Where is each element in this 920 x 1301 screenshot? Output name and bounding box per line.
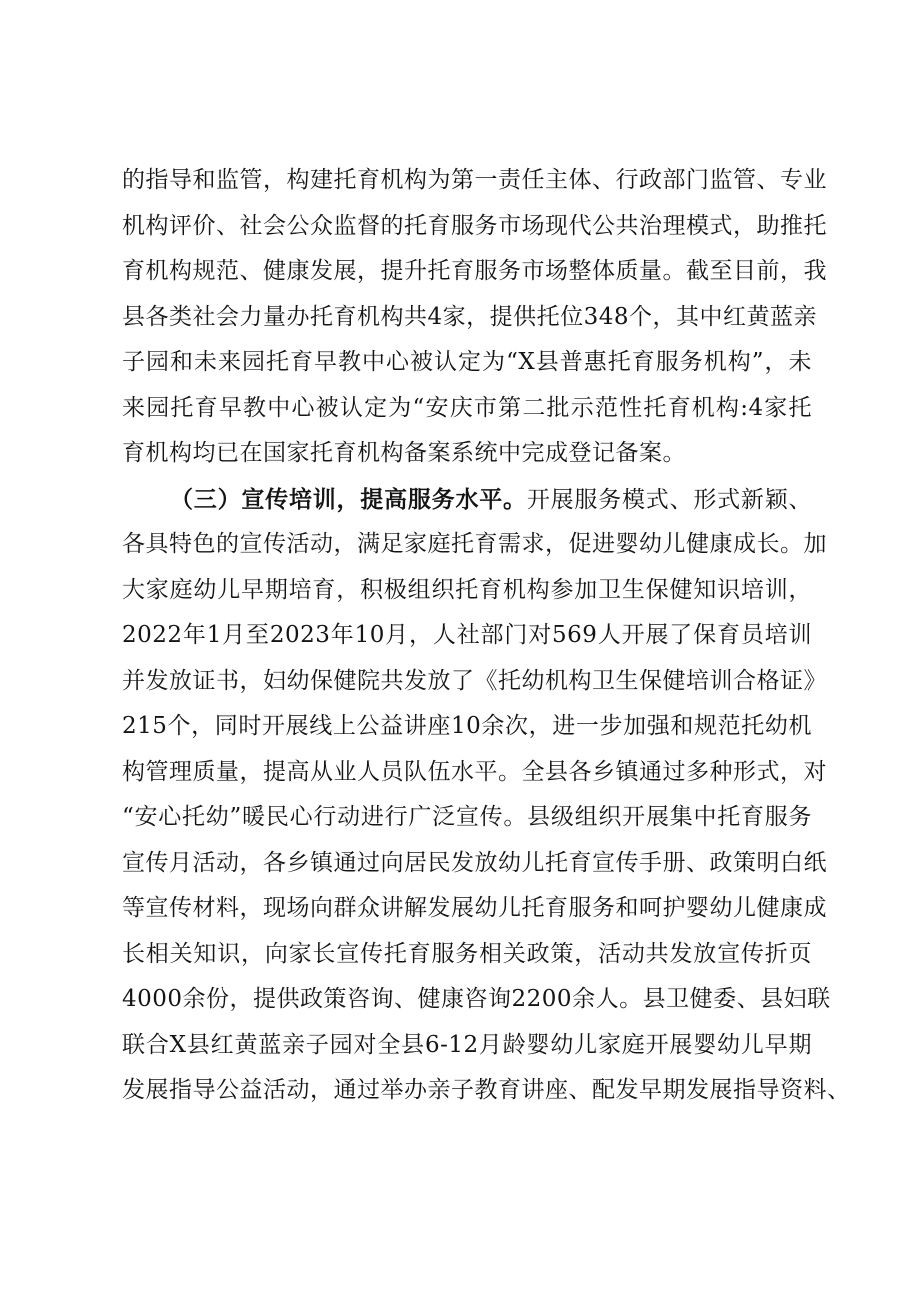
text-line: 各具特色的宣传活动，满足家庭托育需求，促进婴幼儿健康成长。加	[122, 531, 827, 557]
text-line: 县各类社会力量办托育机构共4家，提供托位348个，其中红黄蓝亲	[122, 303, 818, 330]
text-line: 机构评价、社会公众监督的托育服务市场现代公共治理模式，助推托	[122, 212, 827, 239]
body-text	[122, 158, 851, 1114]
text-line: 长相关知识，向家长宣传托育服务相关政策，活动共发放宣传折页	[122, 940, 812, 967]
section-heading: （三）宣传培训，提高服务水平。	[170, 485, 527, 513]
text-line: “安心托幼”暖民心行动进行广泛宣传。县级组织开展集中托育服务	[122, 804, 812, 830]
text-line: 等宣传材料，现场向群众讲解发展幼儿托育服务和呵护婴幼儿健康成	[122, 895, 827, 921]
text-line: 宣传月活动，各乡镇通过向居民发放幼儿托育宣传手册、政策明白纸	[122, 849, 827, 876]
paragraph-supervision	[122, 158, 827, 477]
text-line: 4000余份，提供政策咨询、健康咨询2200余人。县卫健委、县妇联	[122, 986, 831, 1012]
text-line: 并发放证书，妇幼保健院共发放了《托幼机构卫生保健培训合格证》	[122, 667, 827, 694]
text-line: 215个，同时开展线上公益讲座10余次，进一步加强和规范托幼机	[122, 713, 812, 739]
text-line: 大家庭幼儿早期培育，积极组织托育机构参加卫生保健知识培训，	[122, 576, 812, 603]
text-line: 构管理质量，提高从业人员队伍水平。全县各乡镇通过多种形式，对	[122, 758, 827, 785]
text-line: 联合X县红黄蓝亲子园对全县6-12月龄婴幼儿家庭开展婴幼儿早期	[122, 1031, 812, 1058]
text-line: 来园托育早教中心被认定为“安庆市第二批示范性托育机构:4家托	[122, 394, 812, 421]
paragraph-publicity-training	[122, 477, 851, 1114]
text-line: 子园和未来园托育早教中心被认定为“X县普惠托育服务机构”，未	[122, 349, 812, 375]
text-line: 发展指导公益活动，通过举办亲子教育讲座、配发早期发展指导资料、	[122, 1077, 851, 1103]
text-line: 育机构均已在国家托育机构备案系统中完成登记备案。	[122, 440, 686, 466]
text-line: 育机构规范、健康发展，提升托育服务市场整体质量。截至目前，我	[122, 258, 827, 284]
section-heading-line	[122, 477, 812, 523]
heading-line-text: 开展服务模式、形式新颖、	[526, 486, 813, 513]
text-line: 的指导和监管，构建托育机构为第一责任主体、行政部门监管、专业	[122, 167, 827, 193]
text-line: 2022年1月至2023年10月，人社部门对569人开展了保育员培训	[122, 622, 812, 648]
